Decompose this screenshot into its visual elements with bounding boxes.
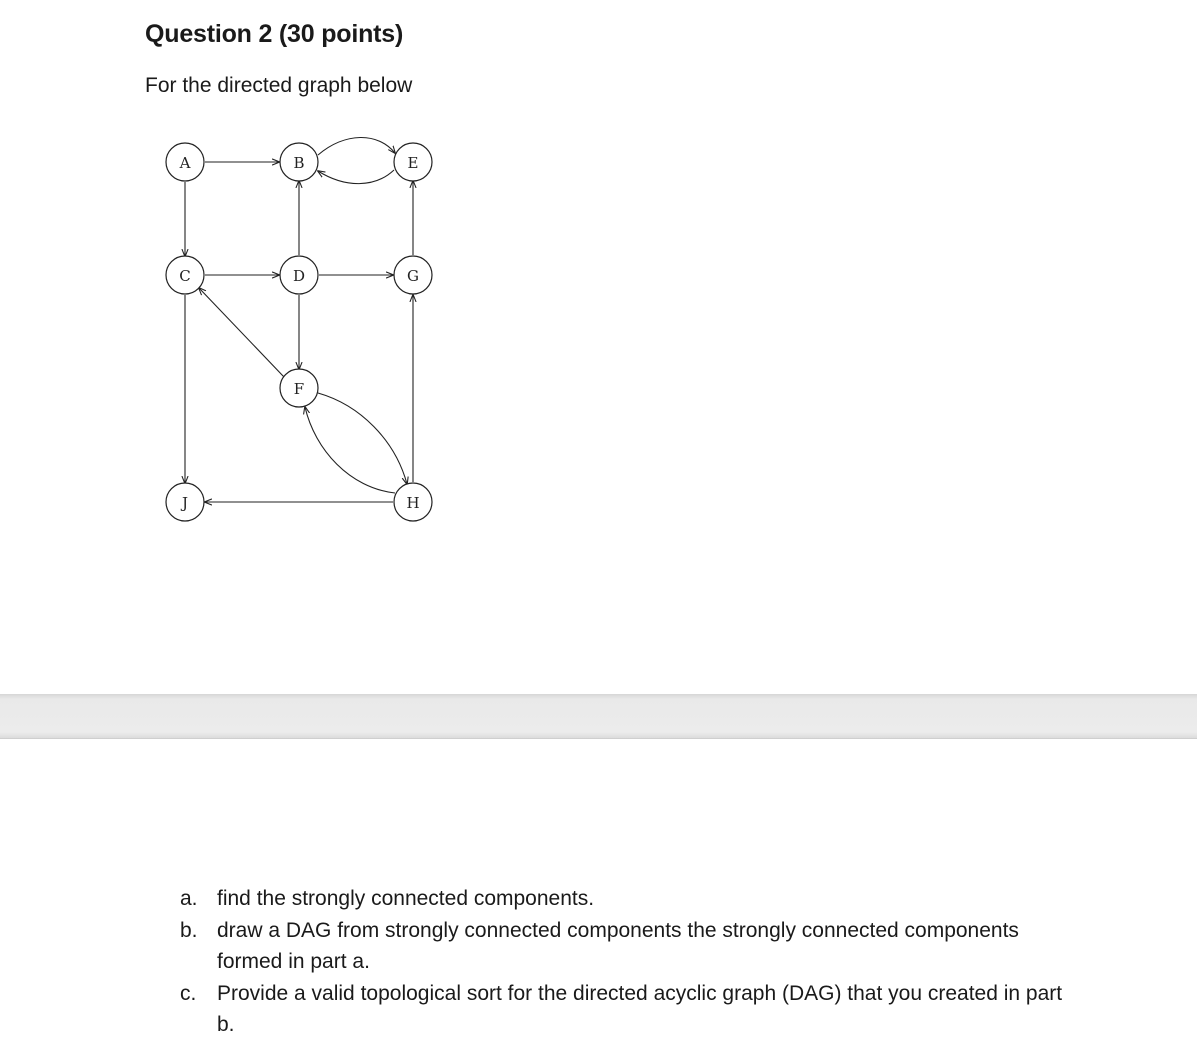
node-label-f: F	[293, 380, 305, 398]
node-label-j: J	[181, 494, 189, 512]
part-marker: a.	[180, 887, 198, 910]
part-text: Provide a valid topological sort for the directed acyclic graph (DAG) that you created in part b.	[217, 981, 1063, 1036]
node-label-e: E	[407, 154, 419, 172]
node-label-d: D	[292, 267, 306, 285]
question-part	[180, 978, 1080, 1041]
page-break	[0, 694, 1197, 739]
part-marker: b.	[180, 918, 198, 942]
part-marker: c.	[180, 981, 197, 1005]
node-label-h: H	[406, 494, 420, 512]
question-parts-list	[180, 883, 1080, 1041]
part-text: draw a DAG from strongly connected components the strongly connected components formed in part a.	[217, 918, 1019, 973]
part-text: find the strongly connected components.	[217, 887, 595, 910]
question-title: Question 2 (30 points)	[145, 20, 404, 48]
edge-e-b	[318, 170, 394, 184]
question-intro: For the directed graph below	[145, 74, 413, 97]
edge-b-e	[318, 137, 395, 155]
edge-h-f	[305, 407, 395, 493]
question-part	[180, 915, 1080, 978]
directed-graph	[140, 125, 460, 535]
edge-f-h	[318, 393, 407, 484]
node-label-a: A	[179, 154, 191, 172]
node-label-g: G	[407, 267, 419, 285]
node-label-b: B	[293, 154, 305, 172]
question-part	[180, 883, 1080, 915]
edge-f-c	[199, 288, 284, 377]
node-label-c: C	[179, 267, 191, 285]
